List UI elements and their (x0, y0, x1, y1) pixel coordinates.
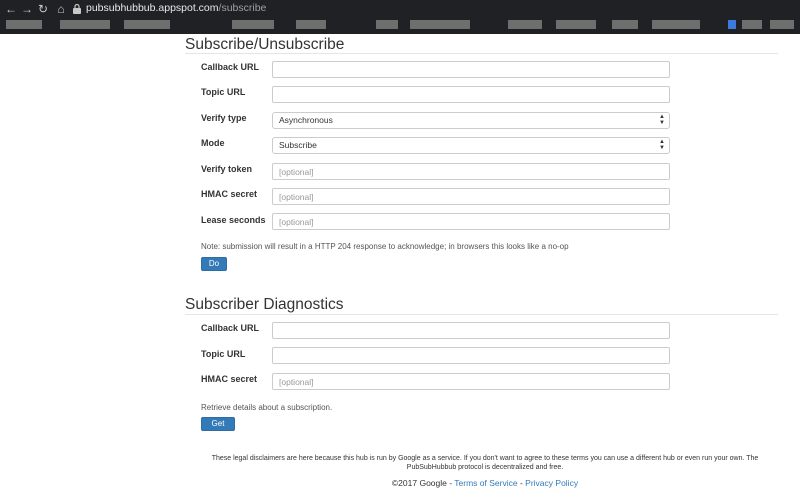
home-icon[interactable]: ⌂ (57, 2, 65, 16)
bookmark-item[interactable] (296, 20, 326, 29)
select-arrows-icon: ▲ ▼ (659, 114, 665, 126)
diag-callback-url-label: Callback URL (201, 323, 260, 333)
bookmark-item[interactable] (770, 20, 794, 29)
bookmark-item[interactable] (612, 20, 638, 29)
back-icon[interactable]: ← (5, 2, 17, 16)
footer-separator: - (519, 478, 523, 488)
bookmark-item[interactable] (60, 20, 110, 29)
diag-callback-url-input[interactable] (272, 322, 670, 339)
mode-select[interactable] (272, 137, 670, 154)
forward-icon[interactable]: → (21, 2, 33, 16)
privacy-policy-link[interactable]: Privacy Policy (525, 478, 579, 488)
diag-topic-url-label: Topic URL (201, 349, 246, 359)
callback-url-input[interactable] (272, 61, 670, 78)
verify-token-input[interactable] (272, 163, 670, 180)
url-path: /subscribe (218, 2, 267, 14)
bookmark-item[interactable] (556, 20, 596, 29)
address-bar[interactable] (86, 2, 266, 15)
diagnostics-section-title: Subscriber Diagnostics (185, 296, 344, 313)
get-info-button[interactable]: Get info (201, 417, 235, 431)
bookmark-item[interactable] (652, 20, 700, 29)
do-it-button[interactable]: Do It! (201, 257, 227, 271)
footer-copyright (190, 478, 780, 488)
copyright-text: ©2017 Google - (391, 478, 453, 488)
verify-type-label: Verify type (201, 113, 247, 123)
terms-of-service-link[interactable]: Terms of Service (454, 478, 518, 488)
hmac-secret-label: HMAC secret (201, 189, 258, 199)
submission-note: Note: submission will result in a HTTP 204 response to acknowledge; in browsers this looks like a no-op (201, 242, 569, 251)
diag-hmac-secret-input[interactable] (272, 373, 670, 390)
section-divider (185, 314, 778, 315)
topic-url-label: Topic URL (201, 87, 246, 97)
bookmark-item[interactable] (232, 20, 274, 29)
callback-url-label: Callback URL (201, 62, 260, 72)
mode-label: Mode (201, 138, 225, 148)
browser-toolbar (0, 0, 800, 34)
bookmark-item[interactable] (410, 20, 470, 29)
bookmark-item[interactable] (124, 20, 170, 29)
verify-token-label: Verify token (201, 164, 253, 174)
verify-type-select[interactable] (272, 112, 670, 129)
verify-type-value: Asynchronous (279, 115, 333, 125)
url-host: pubsubhubbub.appspot.com (86, 2, 219, 14)
reload-icon[interactable]: ↻ (37, 2, 49, 16)
lease-seconds-input[interactable] (272, 213, 670, 230)
select-arrows-icon: ▲ ▼ (659, 139, 665, 151)
hmac-secret-input[interactable] (272, 188, 670, 205)
bookmark-item[interactable] (742, 20, 762, 29)
lock-icon (72, 3, 82, 14)
legal-disclaimer: These legal disclaimers are here because this hub is run by Google as a service. If you don't want to agree to these terms you can use a different hub or even run your own. The PubSubHubbub protocol is decentralized and free. (211, 455, 759, 471)
bookmark-item[interactable] (508, 20, 542, 29)
bookmarks-bar (0, 18, 800, 32)
section-divider (185, 53, 778, 54)
bookmark-item[interactable] (728, 20, 736, 29)
subscribe-section-title: Subscribe/Unsubscribe (185, 36, 345, 53)
lease-seconds-label: Lease seconds (201, 215, 266, 225)
diag-topic-url-input[interactable] (272, 347, 670, 364)
diag-hmac-secret-label: HMAC secret (201, 374, 258, 384)
bookmark-item[interactable] (6, 20, 42, 29)
mode-value: Subscribe (279, 140, 317, 150)
bookmark-item[interactable] (376, 20, 398, 29)
topic-url-input[interactable] (272, 86, 670, 103)
diagnostics-note: Retrieve details about a subscription. (201, 403, 333, 412)
